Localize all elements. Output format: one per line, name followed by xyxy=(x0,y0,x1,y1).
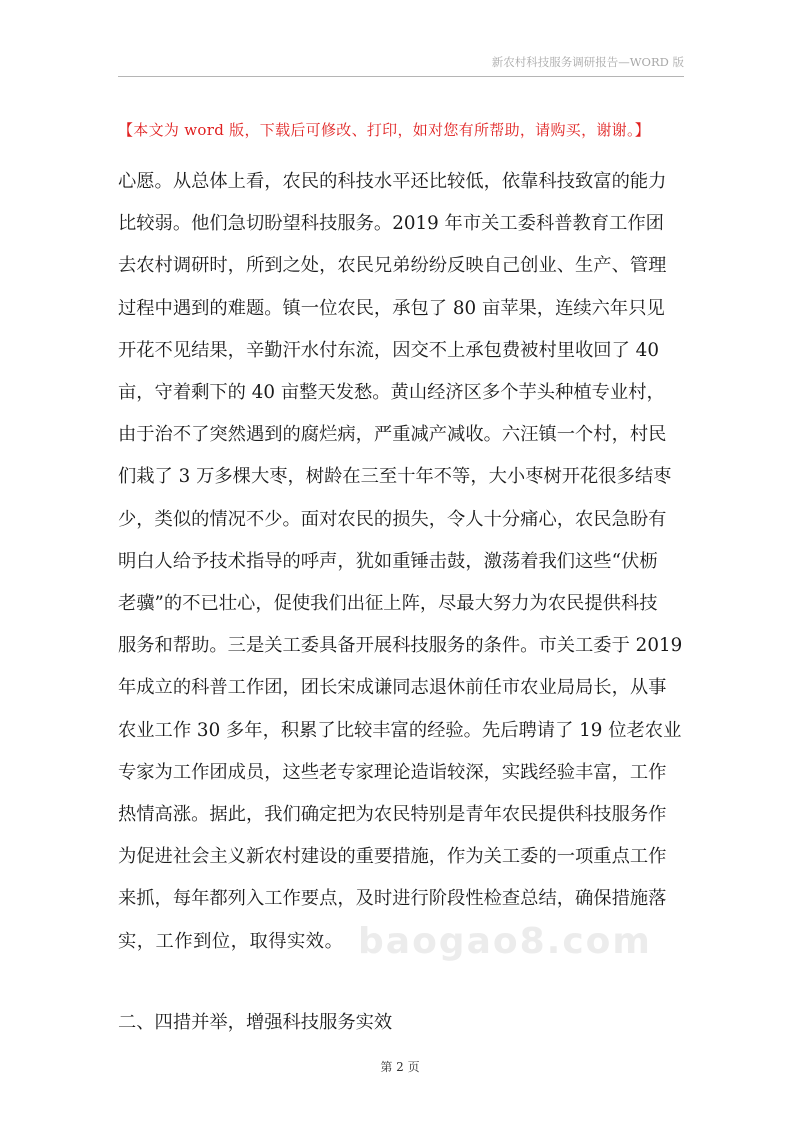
body-line-2: 比较弱。他们急切盼望科技服务。2019 年市关工委科普教育工作团 xyxy=(118,213,664,235)
body-line-14: 农业工作 30 多年，积累了比较丰富的经验。先后聘请了 19 位老农业 xyxy=(118,719,682,741)
body-line-11: 老骥”的不已壮心，促使我们出征上阵，尽最大努力为农民提供科技 xyxy=(118,593,658,615)
body-line-13: 年成立的科普工作团，团长宋成谦同志退休前任市农业局局长，从事 xyxy=(118,677,667,699)
body-line-6: 亩，守着剩下的 40 亩整天发愁。黄山经济区多个芋头种植专业村， xyxy=(118,382,665,404)
body-line-1: 心愿。从总体上看，农民的科技水平还比较低，依靠科技致富的能力 xyxy=(118,171,667,192)
purchase-notice: 【本文为 word 版，下载后可修改、打印，如对您有所帮助，请购买，谢谢。】 xyxy=(118,121,651,139)
body-line-7: 由于治不了突然遇到的腐烂病，严重减产减收。六汪镇一个村，村民 xyxy=(118,424,667,446)
body-line-12: 服务和帮助。三是关工委具备开展科技服务的条件。市关工委于 2019 xyxy=(118,635,683,657)
body-line-17: 为促进社会主义新农村建设的重要措施，作为关工委的一项重点工作 xyxy=(118,846,667,868)
watermark: baogao8.com xyxy=(358,921,652,962)
page-number: 第 2 页 xyxy=(380,1060,420,1074)
body-line-9: 少，类似的情况不少。面对农民的损失，令人十分痛心，农民急盼有 xyxy=(118,508,667,530)
body-paragraph xyxy=(118,161,688,963)
body-line-19: 实，工作到位，取得实效。 xyxy=(118,930,344,952)
body-line-5: 开花不见结果，辛勤汗水付东流，因交不上承包费被村里收回了 40 xyxy=(118,339,659,361)
body-line-16: 热情高涨。据此，我们确定把为农民特别是青年农民提供科技服务作 xyxy=(118,804,667,826)
body-line-4: 过程中遇到的难题。镇一位农民，承包了 80 亩苹果，连续六年只见 xyxy=(118,297,665,319)
section-heading: 二、四措并举，增强科技服务实效 xyxy=(118,1012,393,1033)
body-line-15: 专家为工作团成员，这些老专家理论造诣较深，实践经验丰富，工作 xyxy=(118,761,667,783)
body-line-8: 们栽了 3 万多棵大枣，树龄在三至十年不等，大小枣树开花很多结枣 xyxy=(118,466,672,488)
body-line-3: 去农村调研时，所到之处，农民兄弟纷纷反映自己创业、生产、管理 xyxy=(118,255,667,277)
header-title: 新农村科技服务调研报告—WORD 版 xyxy=(491,55,684,69)
body-line-18: 来抓，每年都列入工作要点，及时进行阶段性检查总结，确保措施落 xyxy=(118,888,667,910)
body-line-10: 明白人给予技术指导的呼声，犹如重锤击鼓，激荡着我们这些“伏枥 xyxy=(118,550,658,572)
page-header xyxy=(118,54,684,77)
